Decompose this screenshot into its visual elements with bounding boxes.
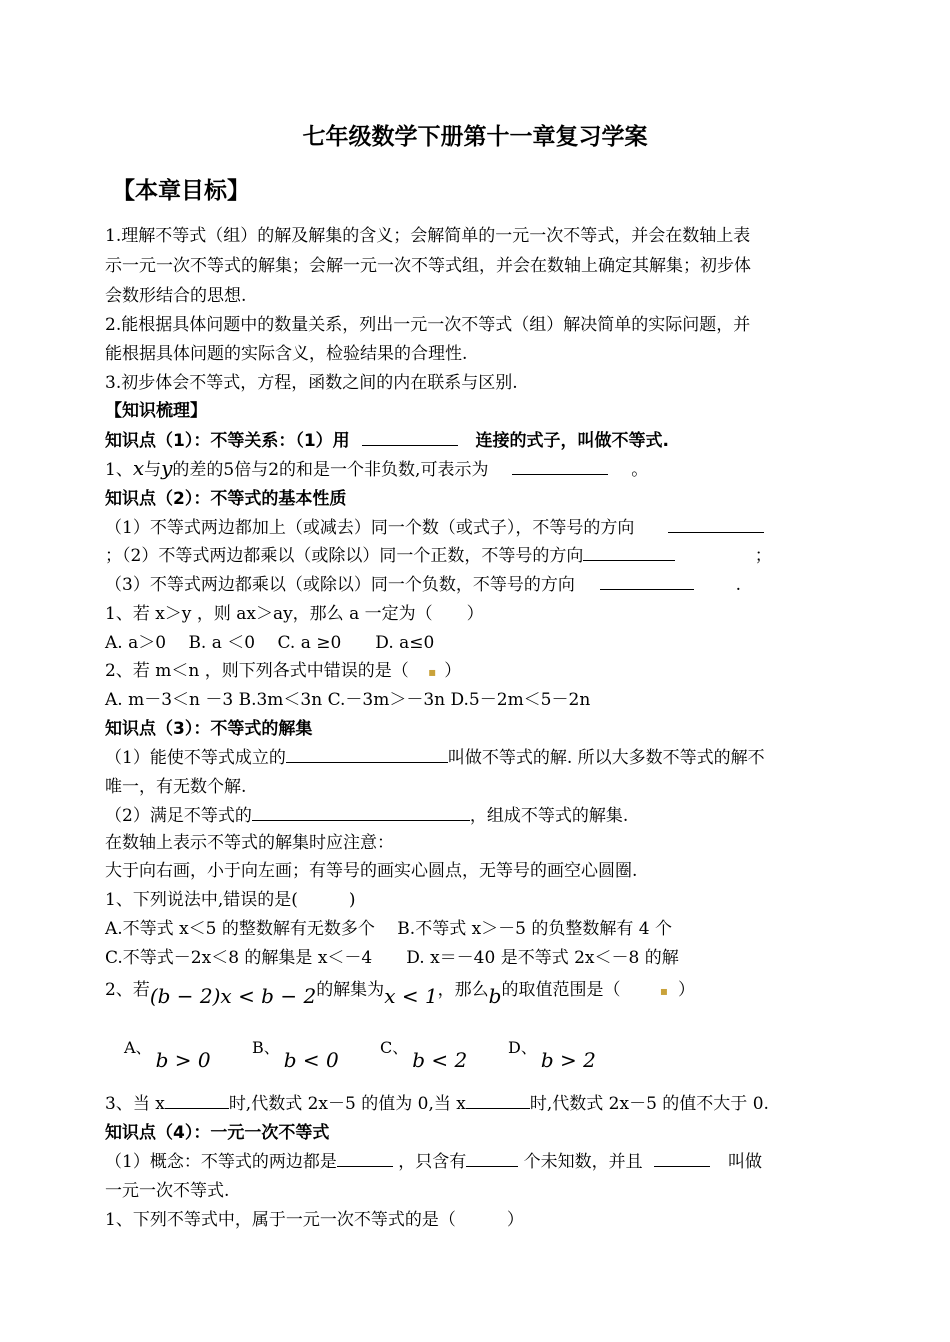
goal-line-2: 示一元一次不等式的解集；会解一元一次不等式组，并会在数轴上确定其解集；初步体 <box>105 256 751 276</box>
kp1-heading-b: 连接的式子，叫做不等式. <box>475 431 669 451</box>
kp2-p2-blank <box>583 544 675 561</box>
kp1-q1-end: 。 <box>631 460 649 480</box>
kp2-p3-end: . <box>735 575 742 595</box>
kp1-q1-number: 1、 <box>105 460 133 480</box>
kp2-property-3 <box>105 573 741 597</box>
kp3-q2-text-d: 的取值范围是（ <box>501 980 621 1000</box>
option-a-expr: b > 0 <box>155 1048 211 1072</box>
kp2-p1-text: （1）不等式两边都加上（或减去）同一个数（或式子），不等号的方向 <box>105 518 635 538</box>
kp4-p1-text-d: 叫做 <box>728 1152 763 1172</box>
kp3-p1-text-a: （1）能使不等式成立的 <box>105 748 286 768</box>
math-solution: x < 1 <box>384 984 438 1008</box>
math-x: x <box>132 456 145 480</box>
kp2-p2-end: ； <box>754 546 772 566</box>
math-b: b <box>488 984 502 1008</box>
kp3-q3-blank-1 <box>165 1092 229 1109</box>
kp2-q2-text: 2、若 m＜n ，则下列各式中错误的是（ <box>105 661 409 681</box>
page-title: 七年级数学下册第十一章复习学案 <box>302 124 648 150</box>
kp2-property-1 <box>105 516 764 540</box>
kp3-q2-text-a: 2、若 <box>105 980 150 1000</box>
kp2-p2-text: ；（2）不等式两边都乘以（或除以）同一个正数，不等号的方向 <box>105 546 584 566</box>
kp3-p2-blank <box>252 804 470 821</box>
kp3-question-3 <box>105 1092 769 1116</box>
option-c-label: C、 <box>380 1038 409 1057</box>
option-b-expr: b < 0 <box>283 1048 339 1072</box>
kp4-heading: 知识点（4）：一元一次不等式 <box>105 1123 330 1143</box>
option-d-label: D、 <box>508 1038 537 1057</box>
goal-line-1: 1.理解不等式（组）的解及解集的含义；会解简单的一元一次不等式，并会在数轴上表 <box>105 226 751 246</box>
option-a <box>124 1034 211 1072</box>
kp3-q3-blank-2 <box>466 1092 530 1109</box>
kp3-question-2 <box>105 976 696 1008</box>
kp3-q2-text-c: ，那么 <box>437 980 489 1000</box>
kp4-p1-text-a: （1）概念：不等式的两边都是 <box>105 1152 337 1172</box>
goal-line-3: 会数形结合的思想. <box>105 286 247 306</box>
kp4-question-1: 1、下列不等式中，属于一元一次不等式的是（ ） <box>105 1210 524 1230</box>
section-heading-goals: 【本章目标】 <box>112 178 250 204</box>
option-c <box>380 1034 468 1072</box>
option-d-expr: b > 2 <box>540 1048 596 1072</box>
kp3-p1-blank <box>286 746 448 763</box>
kp3-q3-text-c: 时,代数式 2x－5 的值不大于 0. <box>529 1094 769 1114</box>
kp4-concept <box>105 1150 762 1174</box>
kp3-q2-end: ） <box>678 980 696 1000</box>
kp3-item-2 <box>105 804 628 828</box>
kp3-note-2: 大于向右画，小于向左画；有等号的画实心圆点，无等号的画空心圆圈. <box>105 861 638 881</box>
kp2-question-2-options: A. m－3＜n －3 B.3m＜3n C.－3m＞－3n D.5－2m＜5－2n <box>105 690 591 710</box>
option-b <box>252 1034 339 1072</box>
kp3-question-1-ab: A.不等式 x＜5 的整数解有无数多个 B.不等式 x＞－5 的负整数解有 4 个 <box>105 919 673 939</box>
kp2-p1-blank <box>668 516 764 533</box>
kp1-blank <box>362 429 458 446</box>
kp4-p1-text-b: ，只含有 <box>398 1152 467 1172</box>
option-d <box>508 1034 596 1072</box>
kp2-property-2 <box>105 544 772 568</box>
mark-icon: ▪ <box>428 665 437 679</box>
kp2-heading: 知识点（2）：不等式的基本性质 <box>105 489 347 509</box>
kp1-q1-text-b: 与 <box>144 460 162 480</box>
math-expression: (b − 2)x < b − 2 <box>149 984 317 1008</box>
kp2-question-2 <box>105 659 461 684</box>
kp4-concept-cont: 一元一次不等式. <box>105 1181 230 1201</box>
kp3-q3-text-a: 3、当 x <box>105 1094 165 1114</box>
kp3-question-1: 1、下列说法中,错误的是( ) <box>105 890 356 910</box>
section-heading-knowledge: 【知识梳理】 <box>105 401 207 421</box>
option-b-label: B、 <box>252 1038 280 1057</box>
kp3-p1-text-b: 叫做不等式的解. 所以大多数不等式的解不 <box>447 748 765 768</box>
kp3-item-1-cont: 唯一，有无数个解. <box>105 777 247 797</box>
kp2-question-1-options: A. a＞0 B. a ＜0 C. a ≥0 D. a≤0 <box>105 633 435 653</box>
kp4-p1-text-c: 个未知数，并且 <box>523 1152 643 1172</box>
kp4-blank-1 <box>337 1150 393 1167</box>
option-a-label: A、 <box>124 1038 152 1057</box>
kp4-blank-2 <box>466 1150 518 1167</box>
kp4-blank-3 <box>654 1150 710 1167</box>
goal-line-6: 3.初步体会不等式，方程，函数之间的内在联系与区别. <box>105 373 518 393</box>
kp1-question-1 <box>105 456 648 482</box>
kp1-heading <box>105 429 669 453</box>
kp1-heading-a: 知识点（1）：不等关系：（1）用 <box>105 431 350 451</box>
kp3-p2-text-b: ，组成不等式的解集. <box>469 806 629 826</box>
kp3-q2-text-b: 的解集为 <box>316 980 385 1000</box>
kp2-p3-blank <box>600 573 694 590</box>
kp3-item-1 <box>105 746 765 770</box>
kp1-q1-blank <box>512 458 608 475</box>
mark-icon: ▪ <box>659 984 669 998</box>
kp3-q3-text-b: 时,代数式 2x－5 的值为 0,当 x <box>228 1094 466 1114</box>
kp3-p2-text-a: （2）满足不等式的 <box>105 806 252 826</box>
kp3-question-1-cd: C.不等式－2x＜8 的解集是 x＜－4 D. x＝－40 是不等式 2x＜－8 的解 <box>105 948 679 968</box>
kp3-note-1: 在数轴上表示不等式的解集时应注意： <box>105 833 394 853</box>
kp2-p3-text: （3）不等式两边都乘以（或除以）同一个负数，不等号的方向 <box>105 575 575 595</box>
kp1-q1-text-c: 的差的5倍与2的和是一个非负数,可表示为 <box>172 460 489 480</box>
goal-line-4: 2.能根据具体问题中的数量关系，列出一元一次不等式（组）解决简单的实际问题，并 <box>105 315 751 335</box>
kp2-question-1: 1、若 x＞y ，则 ax＞ay，那么 a 一定为（ ） <box>105 604 484 624</box>
kp3-heading: 知识点（3）：不等式的解集 <box>105 719 313 739</box>
goal-line-5: 能根据具体问题的实际含义，检验结果的合理性. <box>105 344 468 364</box>
kp2-q2-end: ） <box>444 661 462 681</box>
option-c-expr: b < 2 <box>412 1048 468 1072</box>
math-y: y <box>161 456 173 480</box>
